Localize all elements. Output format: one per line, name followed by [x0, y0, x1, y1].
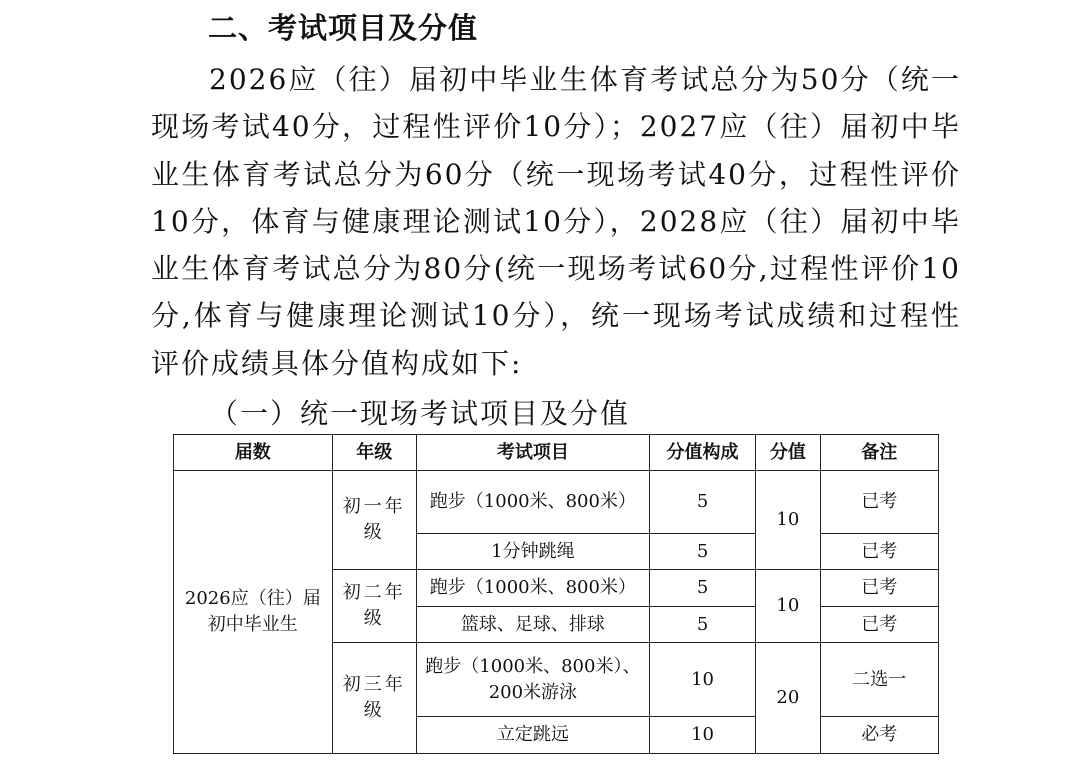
composition-cell: 10 [649, 643, 755, 717]
grade-cell: 初一年级 [332, 471, 416, 570]
section-heading: 二、考试项目及分值 [208, 11, 479, 45]
note-cell: 已考 [820, 570, 939, 607]
header-score-composition: 分值构成 [649, 435, 755, 471]
header-score: 分值 [756, 435, 820, 471]
exam-item-cell: 立定跳远 [416, 717, 649, 754]
score-cell: 10 [756, 471, 820, 570]
exam-item-cell: 跑步（1000米、800米） [416, 570, 649, 607]
composition-cell: 5 [649, 607, 755, 643]
table-row [174, 471, 939, 534]
header-session: 届数 [174, 435, 333, 471]
note-cell: 二选一 [820, 643, 939, 717]
table-header-row [174, 435, 939, 471]
exam-items-table [173, 434, 939, 754]
note-cell: 已考 [820, 607, 939, 643]
composition-cell: 5 [649, 534, 755, 570]
header-exam-item: 考试项目 [416, 435, 649, 471]
composition-cell: 10 [649, 717, 755, 754]
note-cell: 已考 [820, 471, 939, 534]
note-cell: 必考 [820, 717, 939, 754]
session-cell: 2026应（往）届初中毕业生 [174, 471, 333, 754]
exam-item-cell: 1分钟跳绳 [416, 534, 649, 570]
score-cell: 20 [756, 643, 820, 754]
composition-cell: 5 [649, 471, 755, 534]
composition-cell: 5 [649, 570, 755, 607]
header-grade: 年级 [332, 435, 416, 471]
grade-cell: 初三年级 [332, 643, 416, 754]
grade-cell: 初二年级 [332, 570, 416, 643]
header-note: 备注 [820, 435, 939, 471]
exam-item-cell: 跑步（1000米、800米） [416, 471, 649, 534]
score-cell: 10 [756, 570, 820, 643]
subsection-heading: （一）统一现场考试项目及分值 [210, 397, 631, 430]
note-cell: 已考 [820, 534, 939, 570]
exam-item-cell: 跑步（1000米、800米）、200米游泳 [416, 643, 649, 717]
exam-score-paragraph: 2026应（往）届初中毕业生体育考试总分为50分（统一现场考试40分，过程性评价10分）；2027应（往）届初中毕业生体育考试总分为60分（统一现场考试40分，过程性评价10分，体育与健康理论测试10分），2028应（往）届初中毕业生体育考试总分为80分(统一现场考试60分,过程性评价10分,体育与健康理论测试10分），统一现场考试成绩和过程性评价成绩具体分值构成如下: [151, 63, 961, 380]
exam-item-cell: 篮球、足球、排球 [416, 607, 649, 643]
